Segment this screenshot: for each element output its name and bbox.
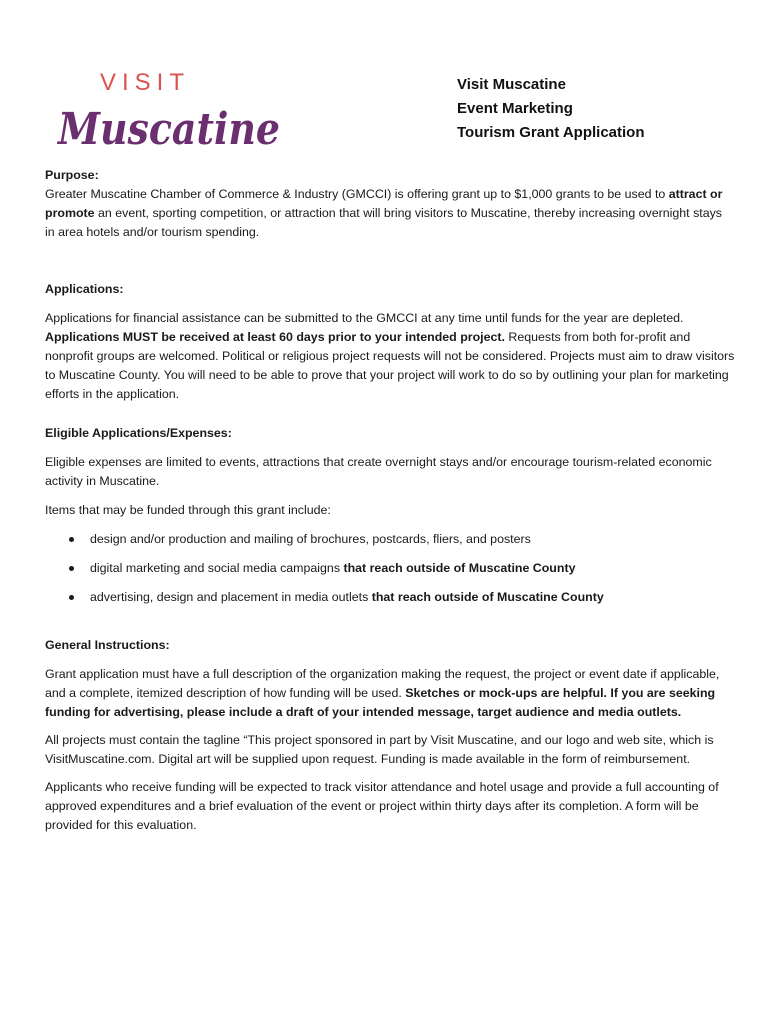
- visit-muscatine-logo: [58, 68, 284, 154]
- general-paragraph-2: All projects must contain the tagline “This project sponsored in part by Visit Muscatine, and our logo and web site, which is VisitMuscatine.com. Digital art will be supplied upon request. Funding is made available in the form of reimbursement.: [45, 733, 714, 766]
- list-item: design and/or production and mailing of brochures, postcards, fliers, and posters: [45, 530, 735, 549]
- bullet-icon: [69, 595, 74, 600]
- general-heading: General Instructions:: [45, 638, 170, 652]
- purpose-paragraph: Greater Muscatine Chamber of Commerce & Industry (GMCCI) is offering grant up to $1,000 grants to be used to attract or promote an event, sporting competition, or attraction that will bring visitors to Muscatine, thereby increasing overnight stays in area hotels and/or tourism spending.: [45, 187, 723, 239]
- title-line-1: Visit Muscatine: [457, 76, 566, 93]
- applications-heading: Applications:: [45, 282, 124, 296]
- logo-visit-text: VISIT: [100, 69, 191, 96]
- list-item: advertising, design and placement in media outlets that reach outside of Muscatine County: [45, 588, 735, 607]
- eligible-items-intro: Items that may be funded through this grant include:: [45, 503, 331, 517]
- list-item: digital marketing and social media campaigns that reach outside of Muscatine County: [45, 559, 735, 578]
- general-paragraph-3: Applicants who receive funding will be expected to track visitor attendance and hotel usage and provide a full accounting of approved expenditures and a brief evaluation of the event or project within thirty days after its completion. A form will be provided for this evaluation.: [45, 780, 719, 832]
- general-paragraph-1: Grant application must have a full description of the organization making the request, the project or event date if applicable, and a complete, itemized description of how funding will be used. Sketches or mock-ups are helpful. If you are seeking funding for advertising, please include a draft of your intended message, target audience and media outlets.: [45, 667, 720, 719]
- eligible-heading: Eligible Applications/Expenses:: [45, 426, 232, 440]
- eligible-items-list: [45, 530, 735, 607]
- applications-paragraph: Applications for financial assistance can be submitted to the GMCCI at any time until funds for the year are depleted. Applications MUST be received at least 60 days prior to your intended project. Requests from both for-profit and nonprofit groups are welcomed. Political or religious project requests will not be considered. Projects must aim to draw visitors to Muscatine County. You will need to be able to prove that your project will work to do so by outlining your plan for marketing efforts in the application.: [45, 311, 735, 401]
- title-line-2: Event Marketing: [457, 100, 573, 117]
- purpose-heading: Purpose:: [45, 168, 99, 182]
- title-line-3: Tourism Grant Application: [457, 124, 645, 141]
- document-title: [457, 73, 645, 145]
- bullet-icon: [69, 566, 74, 571]
- bullet-icon: [69, 537, 74, 542]
- logo-muscatine-text: Muscatine: [56, 104, 281, 155]
- eligible-paragraph: Eligible expenses are limited to events, attractions that create overnight stays and/or encourage tourism-related economic activity in Muscatine.: [45, 455, 712, 488]
- document-body: [45, 166, 735, 835]
